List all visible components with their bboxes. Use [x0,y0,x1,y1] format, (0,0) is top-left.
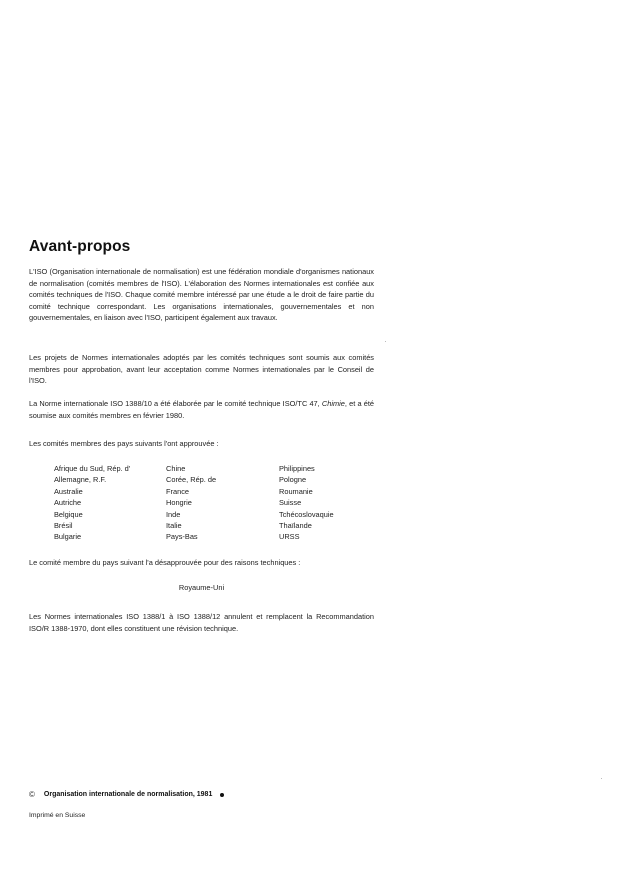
country: Philippines [279,464,315,473]
approved-countries-list [54,463,399,543]
country: Chine [166,464,186,473]
country: France [166,486,190,496]
intro-paragraph: L'ISO (Organisation internationale de normalisation) est une fédération mondiale d'organismes nationaux de normalisation (comités membres de l'ISO). L'élaboration des Normes internationales est confiée aux comités techniques de l'ISO. Chaque comité membre intéressé par une étude a le droit de faire partie du comité technique correspondant. Les organisations internationales, gouvernementales et non gouvernementales, en liaison avec l'ISO, participent également aux travaux. [29,267,374,323]
approval-process-paragraph: Les projets de Normes internationales adoptés par les comités techniques sont soumis aux comités membres pour approbation, avant leur acceptation comme Normes internationales par le Conseil de l'ISO. [29,353,374,386]
disapproved-intro: Le comité membre du pays suivant l'a désapprouvée pour des raisons techniques : [29,558,301,567]
scan-speck [601,778,602,779]
elaboration-paragraph [29,398,374,421]
country: Tchécoslovaquie [279,509,334,519]
countries-column-3 [279,463,399,543]
country: Hongrie [166,498,192,508]
elaboration-text-after: , et a été soumise aux comités membres en février 1980. [29,399,374,420]
country: Autriche [54,498,82,508]
disapproved-country: Royaume-Uni [178,583,225,592]
printed-in: Imprimé en Suisse [29,812,86,819]
country: Brésil [54,521,73,531]
country: Afrique du Sud, Rép. d' [54,464,131,473]
country: Australie [54,486,83,496]
country: Suisse [279,498,302,508]
copyright-icon: © [29,790,35,799]
country: Italie [166,521,182,531]
countries-column-1 [54,463,166,543]
copyright-line [29,790,224,800]
approved-intro: Les comités membres des pays suivants l'ont approuvée : [29,439,219,448]
country: Roumanie [279,486,313,496]
country: Belgique [54,509,83,519]
country: Inde [166,509,181,519]
country: URSS [279,532,300,542]
replacement-note: Les Normes internationales ISO 1388/1 à ISO 1388/12 annulent et remplacent la Recommandation ISO/R 1388-1970, dont elles constituent une révision technique. [29,612,374,633]
copyright-text: Organisation internationale de normalisation, 1981 [43,791,213,798]
page-title: Avant-propos [29,238,131,255]
country: Pologne [279,475,307,485]
country: Bulgarie [54,532,82,542]
country: Allemagne, R.F. [54,475,107,485]
country: Corée, Rép. de [166,475,217,485]
country: Thaïlande [279,521,312,531]
committee-name: Chimie [321,399,345,408]
bullet-icon [220,793,224,797]
countries-column-2 [166,463,279,543]
country: Pays-Bas [166,532,198,542]
scan-speck [385,341,386,342]
elaboration-text-before: La Norme internationale ISO 1388/10 a été élaborée par le comité technique ISO/TC 47, [29,399,322,408]
